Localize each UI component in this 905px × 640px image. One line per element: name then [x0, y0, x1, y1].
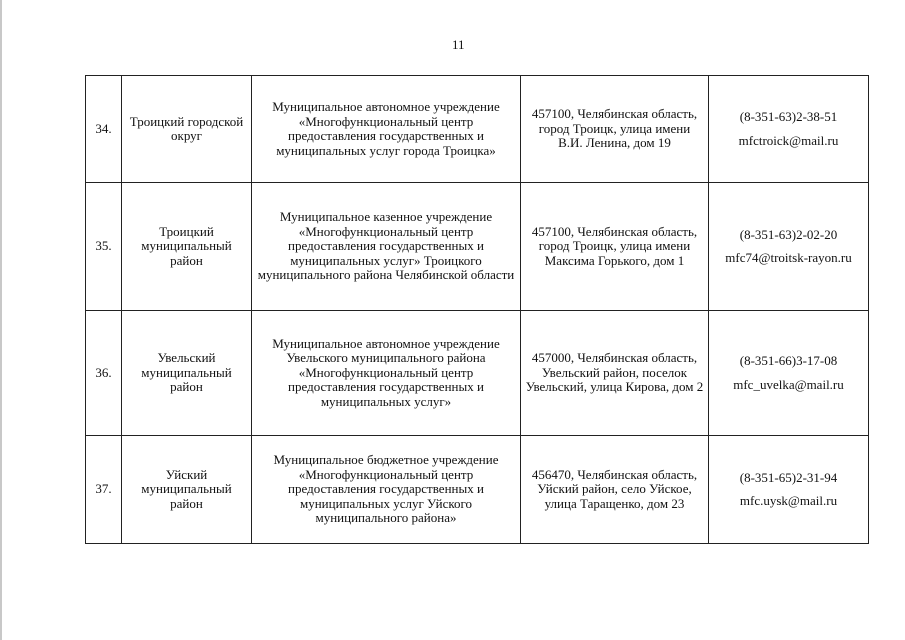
- organization-cell: Муниципальное автономное учреждение Увельского муниципального района «Многофункциональный центр предоставления государственных и муниципальных услуг»: [252, 311, 521, 436]
- district-cell: Троицкий городской округ: [122, 76, 252, 183]
- page-left-edge: [0, 0, 2, 640]
- contacts-cell: [709, 311, 869, 436]
- phone-number: (8-351-63)2-38-51: [739, 109, 838, 124]
- email-address: mfc_uvelka@mail.ru: [733, 376, 844, 392]
- row-number: 35.: [86, 183, 122, 311]
- table-row: [86, 311, 869, 436]
- row-number: 36.: [86, 311, 122, 436]
- email-address: mfctroick@mail.ru: [738, 132, 839, 148]
- phone-number: (8-351-65)2-31-94: [739, 469, 838, 485]
- district-cell: Увельский муниципальный район: [122, 311, 252, 436]
- organization-cell: Муниципальное казенное учреждение «Многофункциональный центр предоставления государственных и муниципальных услуг» Троицкого муниципального района Челябинской области: [252, 183, 521, 311]
- organization-cell: Муниципальное бюджетное учреждение «Многофункциональный центр предоставления государственных и муниципальных услуг Уйского муниципального района»: [252, 436, 521, 544]
- contacts-cell: [709, 183, 869, 311]
- organization-cell: Муниципальное автономное учреждение «Многофункциональный центр предоставления государственных и муниципальных услуг города Троицка»: [252, 76, 521, 183]
- row-number: 34.: [86, 76, 122, 183]
- row-number: 37.: [86, 436, 122, 544]
- address-cell: 456470, Челябинская область, Уйский район, село Уйское, улица Таращенко, дом 23: [521, 436, 709, 544]
- email-address: mfc74@troitsk-rayon.ru: [725, 250, 852, 265]
- email-address: mfc.uysk@mail.ru: [739, 493, 838, 508]
- page-number: 11: [452, 37, 465, 52]
- table-row: [86, 436, 869, 544]
- address-cell: 457000, Челябинская область, Увельский район, поселок Увельский, улица Кирова, дом 2: [521, 311, 709, 436]
- table-row: [86, 183, 869, 311]
- address-cell: 457100, Челябинская область, город Троицк, улица имени В.И. Ленина, дом 19: [521, 76, 709, 183]
- phone-number: (8-351-66)3-17-08: [739, 353, 838, 368]
- contacts-cell: [709, 436, 869, 544]
- phone-number: (8-351-63)2-02-20: [739, 226, 838, 242]
- district-cell: Троицкий муниципальный район: [122, 183, 252, 311]
- district-cell: Уйский муниципальный район: [122, 436, 252, 544]
- contacts-cell: [709, 76, 869, 183]
- table-row: [86, 76, 869, 183]
- mfc-table: [85, 75, 869, 544]
- address-cell: 457100, Челябинская область, город Троицк, улица имени Максима Горького, дом 1: [521, 183, 709, 311]
